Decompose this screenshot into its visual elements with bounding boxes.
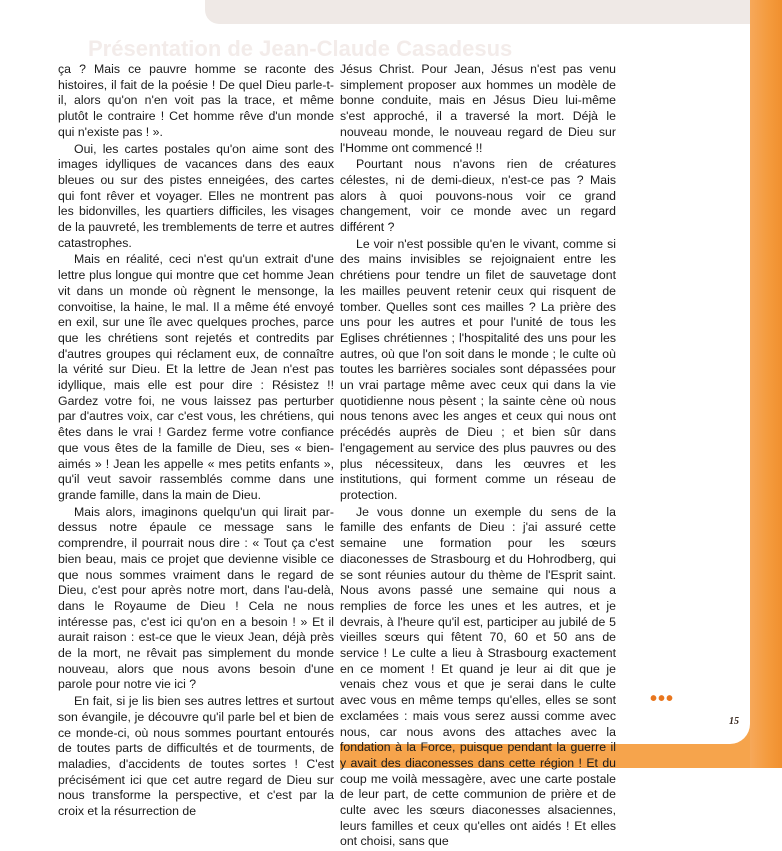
paragraph: En fait, si je lis bien ses autres lettres et surtout son évangile, je découvre qu'il parle bel et bien de ce monde-ci, où nous sommes pourtant entourés de toutes parts de difficultés et de tourments, de maladies, d'accidents de toutes sortes ! C'est précisément ici que cet autre regard de Dieu sur nous transforme la perspective, et c'est par la croix et la résurrection de: [58, 694, 334, 819]
paragraph: Pourtant nous n'avons rien de créatures célestes, ni de demi-dieux, n'est-ce pas ? Mais alors à quoi pouvons-nous voir ce grand changement, voir ce monde avec un regard différent ?: [340, 157, 616, 235]
orange-side-band: [750, 0, 782, 768]
paragraph: Le voir n'est possible qu'en le vivant, comme si des mains invisibles se rejoignaient entre les chrétiens pour tendre un filet de sauvetage dont les mailles peuvent retenir ceux qui risquent de tomber. Quelles sont ces mailles ? La prière des uns pour les autres et pour l'unité de tous les Eglises chrétiennes ; l'hospitalité des uns pour les autres, où que l'on soit dans le monde ; le culte où toutes les barrières sociales sont dépassées pour un vrai partage même avec ceux qui dans la vie quotidienne nous pèsent ; la sainte cène où nous nous tenons avec les anges et ceux qui nous ont précédés auprès de Dieu ; et bien sûr dans l'engagement au service des plus pauvres ou des plus nécessiteux, dans les œuvres et les institutions, qui forment comme un réseau de protection.: [340, 236, 616, 502]
paragraph: Mais en réalité, ceci n'est qu'un extrait d'une lettre plus longue qui montre que cet homme Jean vit dans un monde où règnent le mensonge, la convoitise, la haine, le mal. Il a même été envoyé en exil, sur une île avec quelques proches, parce que les chrétiens sont rejetés et contredits par d'autres groupes qui réclament eux, de connaître la vérité sur Dieu. Et la lettre de Jean n'est pas idyllique, mais elle est pour dire : Résistez !! Gardez votre foi, ne vous laissez pas perturber par d'autres voix, car c'est vous, les chrétiens, qui êtes dans le vrai ! Gardez ferme votre confiance que vous êtes de la famille de Dieu, ses « bien-aimés » ! Jean les appelle « mes petits enfants », qu'il veut savoir rassemblés comme dans une grande famille, dans la main de Dieu.: [58, 252, 334, 502]
paragraph: Mais alors, imaginons quelqu'un qui lirait par-dessus notre épaule ce message sans le comprendre, il pourrait nous dire : « Tout ça c'est bien beau, mais ce projet que devienne visible ce que nous sommes vraiment dans le regard de Dieu, c'est pour après notre mort, dans l'au-delà, dans le Royaume de Dieu ! Cela ne nous intéresse pas, c'est ici qu'on en a besoin ! » Et il aurait raison : est-ce que le vieux Jean, déjà près de la mort, ne rêvait pas simplement du monde nouveau, alors que nous avons besoin d'une parole pour notre vie ici ?: [58, 504, 334, 692]
left-text-column: [58, 62, 334, 821]
paragraph: ça ? Mais ce pauvre homme se raconte des histoires, il fait de la poésie ! De quel Dieu parle-t-il, alors qu'on n'en voit pas la trace, et même plutôt le contraire ! Cet homme rêve d'un monde qui n'existe pas ! ».: [58, 62, 334, 139]
page-number: 15: [729, 716, 739, 727]
show-through-heading: Présentation de Jean-Claude Casadesus: [88, 36, 513, 61]
right-text-column: [340, 62, 616, 851]
top-grey-band: [205, 0, 750, 24]
paragraph: Jésus Christ. Pour Jean, Jésus n'est pas venu simplement proposer aux hommes un modèle de bonne conduite, mais en Jésus Dieu lui-même s'est approché, il a traversé la mort. Déjà le nouveau monde, le nouveau regard de Dieu sur l'Homme ont commencé !!: [340, 62, 616, 155]
paragraph: Oui, les cartes postales qu'on aime sont des images idylliques de vacances dans des eaux bleues ou sur des pistes enneigées, des cartes qui font rêver et voyager. Elles ne montrent pas les bidonvilles, les quartiers difficiles, les visages de la pauvreté, les tremblements de terre et autres catastrophes.: [58, 141, 334, 250]
orange-dots-ornament: •••: [650, 688, 675, 710]
paragraph: Je vous donne un exemple du sens de la famille des enfants de Dieu : j'ai assuré cette semaine une formation pour les sœurs diaconesses de Strasbourg et du Hohrodberg, qui se sont réunies autour du thème de l'Esprit saint. Nous avons passé une semaine qui nous a remplies de force les unes et les autres, et je devrais, à l'heure qu'il est, participer au jubilé de 5 vieilles sœurs qui fêtent 70, 60 et 50 ans de service ! Le culte a lieu à Strasbourg exactement en ce moment ! Et quand je leur ai dit que je venais chez vous et que je serai dans le culte avec vous en même temps qu'elles, elles se sont exclamées : mais vous serez aussi comme avec nous, car nous avons des attaches avec la fondation à la Force, puisque pendant la guerre il y avait des diaconesses dans cette région ! Et du coup me voilà messagère, avec une carte postale de leur part, de cette communion de prière et de culte avec les sœurs diaconesses alsaciennes, leurs familles et ceux qu'elles ont aidés ! Et elles ont choisi, sans que: [340, 504, 616, 849]
